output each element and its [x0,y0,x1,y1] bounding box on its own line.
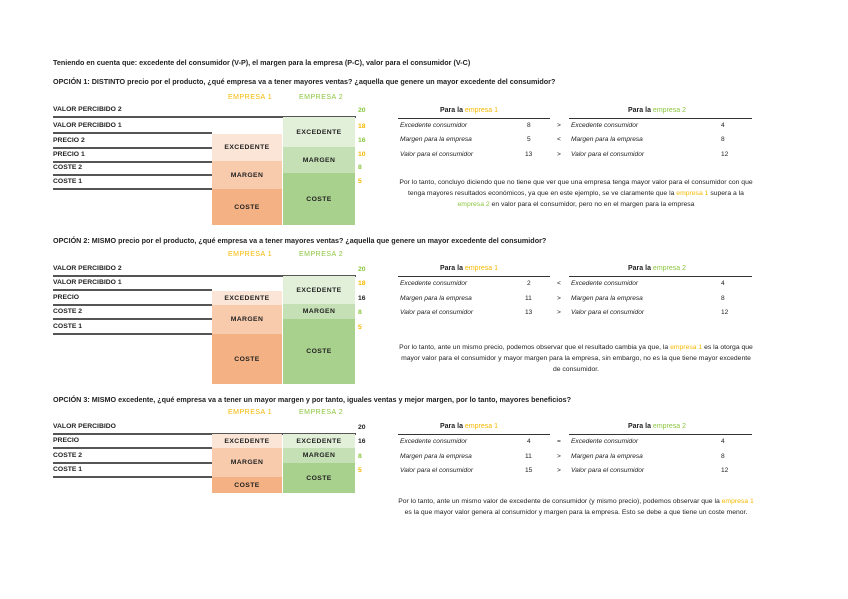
option2-row-line [53,304,212,306]
option2-conclusion: Por lo tanto, ante un mismo precio, podemos observar que el resultado cambia ya que, la empresa 1 es la otorga que mayor valor para el consumidor y mayor margen para la empresa, sin embargo, no es la que tiene mayor excedente de consumidor. [399,344,753,373]
option3-conclusion: Por lo tanto, ante un mismo valor de excedente de consumidor (y mismo precio), podemos observar que la empresa 1 es la que mayor valor genera al consumidor y margen para la empresa. Esto se debe a que tiene un coste menor. [398,498,754,516]
option1-title: OPCIÓN 1: DISTINTO precio por el producto, ¿qué empresa va a tener mayores ventas? ¿aquella que genere un mayor excedente del consumidor? [53,77,556,86]
option1-value: 16 [358,137,366,144]
option3-row-line [53,476,212,478]
option3-value: 5 [358,467,362,474]
option3-row-line [53,462,212,464]
option2-e2-exc-label: Excedente consumidor [571,280,639,287]
option3-row-label: COSTE 2 [53,452,83,459]
option1-e2-exc-label: Excedente consumidor [571,122,639,129]
option3-e1-val-value: 15 [525,467,533,474]
option1-e2-exc-value: 4 [721,122,725,129]
option3-e2-mar-label: Margen para la empresa [571,453,643,460]
option2-row-label: VALOR PERCIBIDO 2 [53,265,122,272]
option2-cmp-line [398,276,550,277]
intro-text: Teniendo en cuenta que: excedente del consumidor (V-P), el margen para la empresa (P-C), valor para el consumidor (V-C) [53,58,471,67]
option2-row-label: VALOR PERCIBIDO 1 [53,279,122,286]
option3-header-empresa2: EMPRESA 2 [299,409,344,416]
option2-cmp-title-e1: Para la empresa 1 [440,265,498,272]
option2-e1-val-label: Valor para el consumidor [400,309,474,316]
option1-cmp-line [398,118,550,119]
option2-row-line [53,318,212,320]
option3-e1-excedente-block: EXCEDENTE [212,434,282,448]
option2-e1-val-value: 13 [525,309,533,316]
option1-e2-coste-block: COSTE [283,173,355,225]
option1-header-empresa1: EMPRESA 1 [228,94,273,101]
option1-row-label: COSTE 1 [53,178,83,185]
option2-value: 5 [358,324,362,331]
option1-value: 8 [358,164,362,171]
option3-e1-coste-block: COSTE [212,477,282,493]
option3-cmp-title-e2: Para la empresa 2 [628,423,686,430]
option1-e1-coste-block: COSTE [212,189,282,225]
option2-e1-excedente-block: EXCEDENTE [212,291,282,305]
option1-row-line [53,132,212,134]
option2-header-empresa1: EMPRESA 1 [228,251,273,258]
option2-row-label: PRECIO [53,294,80,301]
option2-row-label: COSTE 1 [53,323,83,330]
option3-sign-mar: > [557,453,561,460]
option1-e2-mar-value: 8 [721,136,725,143]
option1-row-label: PRECIO 2 [53,137,85,144]
option1-header-empresa2: EMPRESA 2 [299,94,344,101]
option1-conclusion: Por lo tanto, concluyo diciendo que no tiene que ver que una empresa tenga mayor valor para el consumidor con que tenga mayores resultados económicos, ya que en este ejemplo, se ve claramente que la empresa 1 supera a la empresa 2 en valor para el consumidor, pero no en el margen para la empresa [399,179,753,208]
option2-e2-coste-block: COSTE [283,319,355,384]
option1-value: 10 [358,151,366,158]
option1-row-line [53,161,212,163]
option2-sign-mar: > [557,295,561,302]
option3-header-empresa1: EMPRESA 1 [228,409,273,416]
option2-e1-margen-block: MARGEN [212,305,282,334]
option3-value: 8 [358,453,362,460]
option2-e2-exc-value: 4 [721,280,725,287]
option2-value: 8 [358,309,362,316]
option3-cmp-title-e1: Para la empresa 1 [440,423,498,430]
option2-e2-mar-value: 8 [721,295,725,302]
option3-e2-mar-value: 8 [721,453,725,460]
option1-e1-exc-value: 8 [527,122,531,129]
option2-sign-val: > [557,309,561,316]
option1-e2-mar-label: Margen para la empresa [571,136,643,143]
option2-cmp-line [569,276,752,277]
option2-title: OPCIÓN 2: MISMO precio por el producto, ¿qué empresa va a tener mayores ventas? ¿aquella que genere un mayor excedente del consumidor? [53,236,547,245]
option2-e1-coste-block: COSTE [212,334,282,384]
option1-e2-excedente-block: EXCEDENTE [283,117,355,147]
option1-value: 5 [358,178,362,185]
option1-value: 20 [358,107,366,114]
option3-e2-val-label: Valor para el consumidor [571,467,645,474]
option1-cmp-title-e2: Para la empresa 2 [628,107,686,114]
option1-e1-exc-label: Excedente consumidor [400,122,468,129]
option3-e2-exc-label: Excedente consumidor [571,438,639,445]
option2-e2-margen-block: MARGEN [283,304,355,319]
option3-row-label: VALOR PERCIBIDO [53,423,116,430]
option1-row-line [53,188,212,190]
option1-sign-val: > [557,151,561,158]
option2-e2-val-label: Valor para el consumidor [571,309,645,316]
option2-value: 18 [358,280,366,287]
option1-cmp-title-e1: Para la empresa 1 [440,107,498,114]
option2-row-label: COSTE 2 [53,308,83,315]
option3-e1-mar-label: Margen para la empresa [400,453,472,460]
option2-e2-mar-label: Margen para la empresa [571,295,643,302]
option2-sign-exc: < [557,280,561,287]
option3-e1-val-label: Valor para el consumidor [400,467,474,474]
option3-e2-excedente-block: EXCEDENTE [283,434,355,448]
option2-value: 20 [358,266,366,273]
option3-cmp-line [569,434,752,435]
option3-row-label: COSTE 1 [53,466,83,473]
option1-e1-val-value: 13 [525,151,533,158]
option3-row-line [53,447,212,449]
option2-value: 16 [358,295,366,302]
option1-row-line [53,174,212,176]
option3-e2-exc-value: 4 [721,438,725,445]
option3-title: OPCIÓN 3: MISMO excedente, ¿qué empresa va a tener un mayor margen y por tanto, iguales ventas y mejor margen, por lo tanto, mayores beneficios? [53,395,572,404]
option3-row-label: PRECIO [53,437,80,444]
option2-row-line [53,333,212,335]
option1-row-label: PRECIO 1 [53,151,85,158]
option1-row-label: VALOR PERCIBIDO 1 [53,122,122,129]
option1-e2-margen-block: MARGEN [283,147,355,173]
option1-sign-mar: < [557,136,561,143]
option1-e2-val-label: Valor para el consumidor [571,151,645,158]
option3-e2-coste-block: COSTE [283,463,355,493]
option3-e1-margen-block: MARGEN [212,448,282,477]
option3-e1-exc-value: 4 [527,438,531,445]
option2-header-empresa2: EMPRESA 2 [299,251,344,258]
option1-row-label: VALOR PERCIBIDO 2 [53,106,122,113]
option2-e1-mar-value: 11 [525,295,532,302]
option1-e1-mar-label: Margen para la empresa [400,136,472,143]
option1-e1-excedente-block: EXCEDENTE [212,134,282,161]
option2-e1-mar-label: Margen para la empresa [400,295,472,302]
option1-row-line [53,147,212,149]
option2-e1-exc-label: Excedente consumidor [400,280,468,287]
option2-row-line [53,289,212,291]
option3-cmp-line [398,434,550,435]
option2-e1-exc-value: 2 [527,280,531,287]
option3-e2-val-value: 12 [721,467,729,474]
option1-value: 18 [358,123,366,130]
option3-sign-val: > [557,467,561,474]
option2-e2-val-value: 12 [721,309,729,316]
option3-e1-exc-label: Excedente consumidor [400,438,468,445]
option2-cmp-title-e2: Para la empresa 2 [628,265,686,272]
option1-e1-val-label: Valor para el consumidor [400,151,474,158]
option1-e1-margen-block: MARGEN [212,161,282,189]
option3-sign-exc: = [557,438,561,445]
option1-row-label: COSTE 2 [53,164,83,171]
option1-e2-val-value: 12 [721,151,729,158]
option3-value: 20 [358,424,366,431]
option3-e1-mar-value: 11 [525,453,532,460]
option2-e2-excedente-block: EXCEDENTE [283,276,355,304]
option1-sign-exc: > [557,122,561,129]
option3-e2-margen-block: MARGEN [283,448,355,463]
option3-value: 16 [358,438,366,445]
option1-e1-mar-value: 5 [527,136,531,143]
option1-cmp-line [569,118,752,119]
